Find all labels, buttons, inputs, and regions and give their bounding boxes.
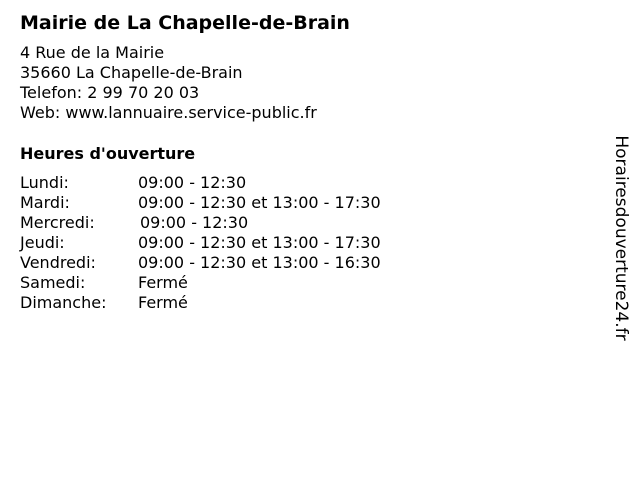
hours-row-samedi <box>20 273 440 293</box>
day-label: Jeudi: <box>20 233 65 252</box>
day-label: Lundi: <box>20 173 69 192</box>
vertical-brand-text: Horairesdouverture24.fr <box>611 135 631 341</box>
street-address: 4 Rue de la Mairie <box>20 43 165 62</box>
time-value: 09:00 - 12:30 <box>140 213 249 232</box>
day-label: Mardi: <box>20 193 70 212</box>
day-label: Vendredi: <box>20 253 96 272</box>
hours-row-dimanche <box>20 293 440 313</box>
hours-row-vendredi <box>20 253 440 273</box>
time-value: 09:00 - 12:30 et 13:00 - 17:30 <box>138 193 381 212</box>
hours-row-jeudi <box>20 233 440 253</box>
day-label: Mercredi: <box>20 213 95 232</box>
time-value: 09:00 - 12:30 et 13:00 - 16:30 <box>138 253 381 272</box>
day-label: Samedi: <box>20 273 86 292</box>
website: Web: www.lannuaire.service-public.fr <box>20 103 317 122</box>
time-value: 09:00 - 12:30 et 13:00 - 17:30 <box>138 233 381 252</box>
page-title: Mairie de La Chapelle-de-Brain <box>20 12 350 34</box>
address-block <box>20 43 317 123</box>
hours-row-mercredi <box>20 213 440 233</box>
time-value: Fermé <box>138 273 188 292</box>
day-label: Dimanche: <box>20 293 107 312</box>
time-value: Fermé <box>138 293 188 312</box>
opening-hours-table <box>20 173 440 313</box>
phone-number: Telefon: 2 99 70 20 03 <box>20 83 200 102</box>
city-address: 35660 La Chapelle-de-Brain <box>20 63 243 82</box>
hours-row-lundi <box>20 173 440 193</box>
hours-row-mardi <box>20 193 440 213</box>
time-value: 09:00 - 12:30 <box>138 173 247 192</box>
hours-heading: Heures d'ouverture <box>20 144 196 163</box>
